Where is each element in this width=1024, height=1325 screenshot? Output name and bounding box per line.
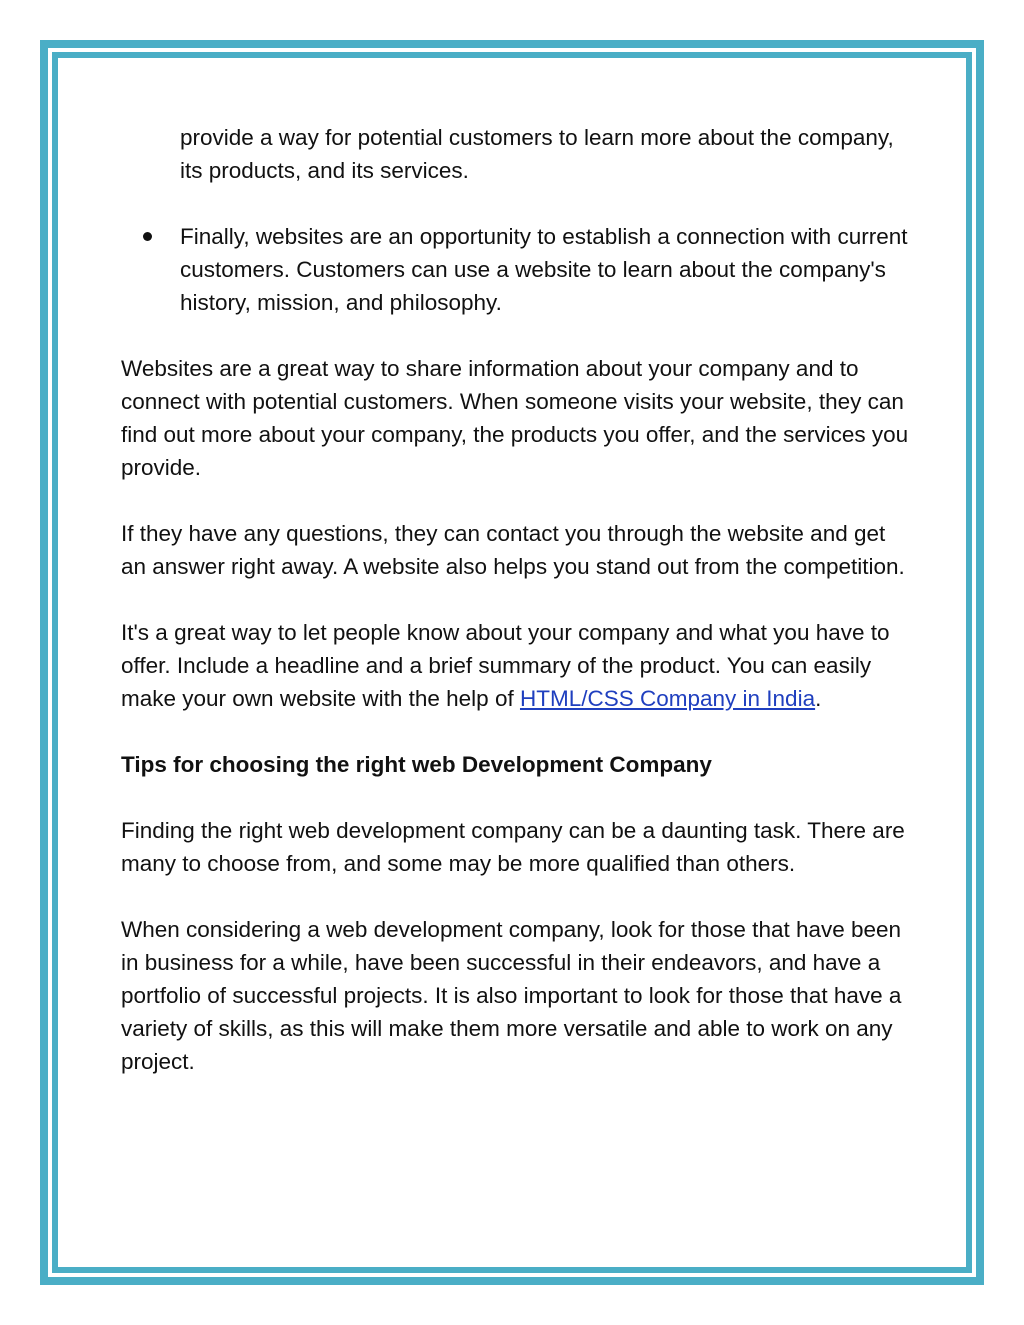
html-css-company-link[interactable]: HTML/CSS Company in India [519,686,816,711]
bullet-list [121,220,911,319]
section-heading: Tips for choosing the right web Development Company [121,752,712,777]
paragraph-questions: If they have any questions, they can contact you through the website and get an answer right away. A website also helps you stand out from the competition. [121,521,905,579]
bullet-continuation-text: provide a way for potential customers to learn more about the company, its products, and its services. [180,125,894,183]
bullet-icon [143,232,152,241]
paragraph-finding: Finding the right web development company can be a daunting task. There are many to choose from, and some may be more qualified than others. [121,818,905,876]
document-body [121,121,911,1111]
paragraph-websites: Websites are a great way to share information about your company and to connect with potential customers. When someone visits your website, they can find out more about your company, the products you offer, and the services you provide. [121,356,909,480]
link-paragraph-period: . [815,686,822,711]
paragraph-considering: When considering a web development company, look for those that have been in business for a while, have been successful in their endeavors, and have a portfolio of successful projects. It is also important to look for those that have a variety of skills, as this will make them more versatile and able to work on any project. [121,917,902,1074]
bullet-text: Finally, websites are an opportunity to establish a connection with current customers. Customers can use a website to learn about the company's history, mission, and philosophy. [180,224,908,315]
list-item [121,220,911,319]
link-paragraph-text: It's a great way to let people know about your company and what you have to offer. Include a headline and a brief summary of the product. You can easily make your own website with the help of [121,620,890,711]
paragraph-with-link [121,616,911,715]
